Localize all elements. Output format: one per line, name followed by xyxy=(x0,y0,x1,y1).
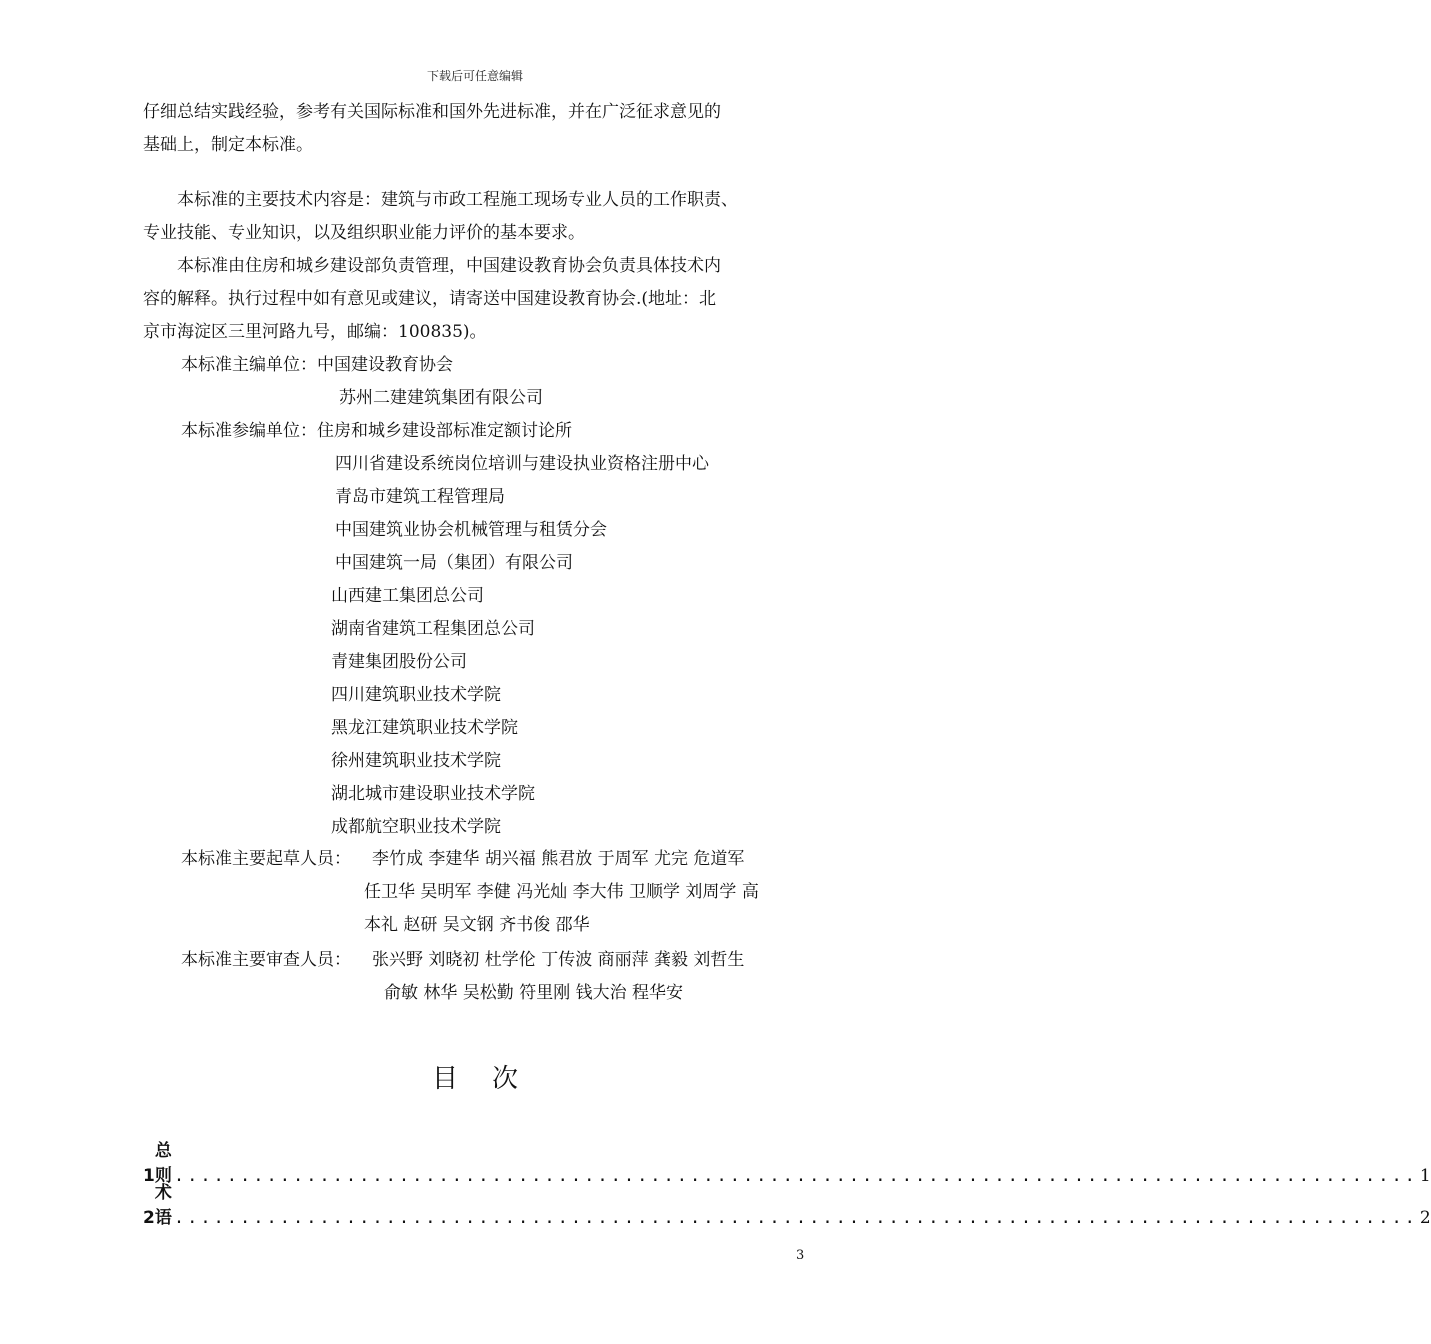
paragraph-line: 京市海淀区三里河路九号，邮编：100835)。 xyxy=(143,322,487,342)
paragraph-line: 容的解释。执行过程中如有意见或建议，请寄送中国建设教育协会.(地址：北 xyxy=(143,289,717,309)
paragraph-line: 本标准由住房和城乡建设部负责管理，中国建设教育协会负责具体技术内 xyxy=(143,256,721,276)
toc-leader-dots: .............................................................................................. xyxy=(173,1208,1418,1228)
toc-entry-title: 术语 xyxy=(154,1183,172,1228)
participating-unit: 山西建工集团总公司 xyxy=(331,586,484,606)
toc-entry[interactable] xyxy=(143,1183,1431,1228)
drafters-line: 任卫华 吴明军 李健 冯光灿 李大伟 卫顺学 刘周学 高 xyxy=(364,882,759,902)
participating-unit: 青岛市建筑工程管理局 xyxy=(335,487,505,507)
header-note: 下载后可任意编辑 xyxy=(426,69,523,83)
toc-entry-number: 2 xyxy=(143,1208,155,1228)
paragraph-line: 本标准的主要技术内容是：建筑与市政工程施工现场专业人员的工作职责、 xyxy=(143,190,738,210)
toc-title: 目次 xyxy=(431,1064,552,1094)
participating-unit: 四川建筑职业技术学院 xyxy=(331,685,501,705)
paragraph-line: 基础上，制定本标准。 xyxy=(143,135,313,155)
chief-editor-unit: 中国建设教育协会 xyxy=(317,355,453,375)
participating-unit: 湖南省建筑工程集团总公司 xyxy=(331,619,535,639)
drafters-label: 本标准主要起草人员： xyxy=(181,849,351,869)
drafters-line: 李竹成 李建华 胡兴福 熊君放 于周军 尤完 危道军 xyxy=(372,849,745,869)
participating-unit: 湖北城市建设职业技术学院 xyxy=(331,784,535,804)
toc-entry-page: 2 xyxy=(1419,1208,1431,1228)
page-number: 3 xyxy=(796,1248,805,1263)
toc-leader-dots: .............................................................................................. xyxy=(173,1166,1418,1186)
paragraph-line: 专业技能、专业知识，以及组织职业能力评价的基本要求。 xyxy=(143,223,585,243)
chief-editor-label: 本标准主编单位： xyxy=(181,355,317,375)
reviewers-line: 张兴野 刘晓初 杜学伦 丁传波 商丽萍 龚毅 刘哲生 xyxy=(372,950,745,970)
participating-unit: 黑龙江建筑职业技术学院 xyxy=(331,718,518,738)
participating-unit: 中国建筑业协会机械管理与租赁分会 xyxy=(335,520,607,540)
participating-unit: 住房和城乡建设部标准定额讨论所 xyxy=(317,421,572,441)
chief-editor-unit: 苏州二建建筑集团有限公司 xyxy=(339,388,543,408)
participating-unit: 徐州建筑职业技术学院 xyxy=(331,751,501,771)
participating-unit: 青建集团股份公司 xyxy=(331,652,467,672)
toc-entry-title: 总则 xyxy=(154,1141,172,1186)
participating-label: 本标准参编单位： xyxy=(181,421,317,441)
toc-entry-page: 1 xyxy=(1419,1166,1431,1186)
participating-unit: 四川省建设系统岗位培训与建设执业资格注册中心 xyxy=(335,454,709,474)
toc-entry-number: 1 xyxy=(143,1166,155,1186)
paragraph-line: 仔细总结实践经验，参考有关国际标准和国外先进标准，并在广泛征求意见的 xyxy=(143,102,721,122)
participating-unit: 成都航空职业技术学院 xyxy=(331,817,501,837)
drafters-line: 本礼 赵研 吴文钢 齐书俊 邵华 xyxy=(364,915,590,935)
toc-entry[interactable] xyxy=(143,1141,1431,1186)
reviewers-label: 本标准主要审查人员： xyxy=(181,950,351,970)
reviewers-line: 俞敏 林华 吴松勤 符里刚 钱大治 程华安 xyxy=(384,983,684,1003)
participating-unit: 中国建筑一局（集团）有限公司 xyxy=(335,553,573,573)
